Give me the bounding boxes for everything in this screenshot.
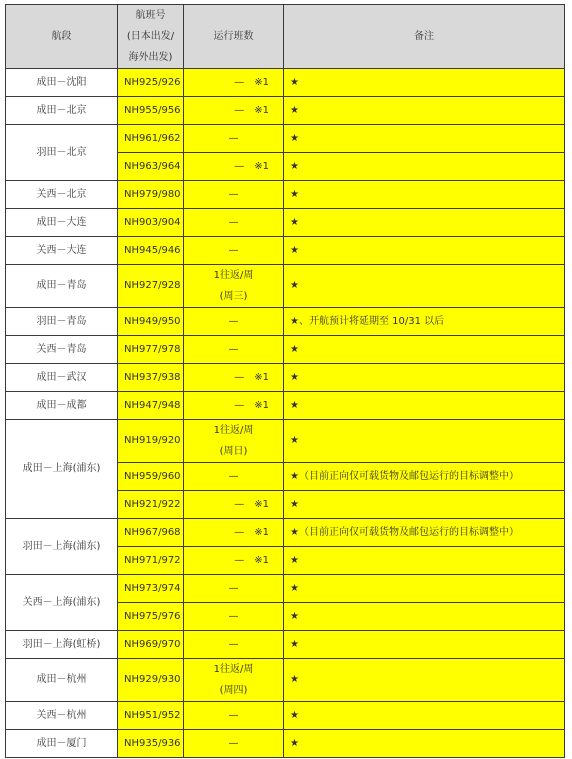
table-row [6,659,565,702]
frequency-line: (周四) [219,685,248,696]
frequency-cell: — ※1 [184,392,284,420]
flight-number-cell: NH951/952 [118,702,184,730]
note-cell: ★ [284,702,565,730]
flight-schedule-table [5,4,565,758]
frequency-cell: — [184,730,284,758]
header-flight-line-3: 海外出发) [128,52,173,63]
frequency-cell: — ※1 [184,69,284,97]
note-cell: ★ [284,420,565,463]
frequency-cell: — [184,237,284,265]
flight-number-cell: NH937/938 [118,364,184,392]
frequency-cell [184,265,284,308]
note-cell: ★ [284,575,565,603]
header-notes: 备注 [284,5,565,69]
frequency-line: 1往返/周 [213,270,254,281]
table-row [6,392,565,420]
route-cell: 成田－厦门 [6,730,118,758]
flight-number-cell: NH949/950 [118,308,184,336]
note-cell: ★ [284,336,565,364]
flight-number-cell: NH955/956 [118,97,184,125]
flight-number-cell: NH979/980 [118,181,184,209]
flight-number-cell: NH963/964 [118,153,184,181]
frequency-cell: — [184,209,284,237]
route-cell: 关西－杭州 [6,702,118,730]
frequency-cell: — [184,702,284,730]
header-flight-line-1: 航班号 [135,10,166,21]
route-cell: 成田－沈阳 [6,69,118,97]
frequency-cell: — [184,336,284,364]
frequency-cell [184,659,284,702]
note-cell: ★、开航预计将延期至 10/31 以后 [284,308,565,336]
frequency-line: 1往返/周 [213,664,254,675]
table-row [6,336,565,364]
route-cell: 羽田－青岛 [6,308,118,336]
route-cell: 羽田－北京 [6,125,118,181]
header-route: 航段 [6,5,118,69]
schedule-table-container [5,4,565,758]
route-cell: 成田－北京 [6,97,118,125]
flight-number-cell: NH971/972 [118,547,184,575]
note-cell: ★ [284,153,565,181]
frequency-cell: — [184,308,284,336]
frequency-cell: — [184,603,284,631]
note-cell: ★ [284,265,565,308]
route-cell: 羽田－上海(浦东) [6,519,118,575]
note-cell: ★ [284,603,565,631]
table-row [6,575,565,603]
header-frequency: 运行班数 [184,5,284,69]
note-cell: ★（目前正向仅可载货物及邮包运行的目标调整中） [284,519,565,547]
frequency-cell: — ※1 [184,97,284,125]
flight-number-cell: NH975/976 [118,603,184,631]
flight-number-cell: NH977/978 [118,336,184,364]
note-cell: ★ [284,392,565,420]
frequency-cell: — [184,575,284,603]
flight-number-cell: NH973/974 [118,575,184,603]
header-flight [118,5,184,69]
route-cell: 成田－大连 [6,209,118,237]
table-row [6,265,565,308]
flight-number-cell: NH959/960 [118,463,184,491]
table-row [6,420,565,463]
note-cell: ★ [284,491,565,519]
table-row [6,97,565,125]
table-row [6,308,565,336]
schedule-body [6,69,565,758]
route-cell: 关西－大连 [6,237,118,265]
note-cell: ★ [284,209,565,237]
note-cell: ★ [284,237,565,265]
frequency-cell: — ※1 [184,491,284,519]
table-row [6,702,565,730]
frequency-line: 1往返/周 [213,425,254,436]
table-row [6,69,565,97]
flight-number-cell: NH921/922 [118,491,184,519]
note-cell: ★ [284,631,565,659]
flight-number-cell: NH947/948 [118,392,184,420]
table-row [6,631,565,659]
route-cell: 成田－武汉 [6,364,118,392]
note-cell: ★ [284,730,565,758]
route-cell: 关西－青岛 [6,336,118,364]
flight-number-cell: NH945/946 [118,237,184,265]
header-flight-line-2: (日本出发/ [126,31,175,42]
frequency-cell: — ※1 [184,547,284,575]
frequency-cell [184,420,284,463]
note-cell: ★ [284,659,565,702]
table-row [6,519,565,547]
table-row [6,237,565,265]
table-row [6,181,565,209]
route-cell: 成田－杭州 [6,659,118,702]
flight-number-cell: NH969/970 [118,631,184,659]
flight-number-cell: NH929/930 [118,659,184,702]
flight-number-cell: NH935/936 [118,730,184,758]
table-row [6,125,565,153]
table-row [6,364,565,392]
note-cell: ★ [284,125,565,153]
route-cell: 关西－北京 [6,181,118,209]
note-cell: ★（目前正向仅可载货物及邮包运行的目标调整中） [284,463,565,491]
flight-number-cell: NH919/920 [118,420,184,463]
frequency-cell: — [184,463,284,491]
route-cell: 成田－青岛 [6,265,118,308]
route-cell: 羽田－上海(虹桥) [6,631,118,659]
flight-number-cell: NH927/928 [118,265,184,308]
note-cell: ★ [284,181,565,209]
flight-number-cell: NH925/926 [118,69,184,97]
table-row [6,209,565,237]
frequency-cell: — [184,181,284,209]
frequency-line: (周日) [219,446,248,457]
frequency-cell: — ※1 [184,364,284,392]
frequency-cell: — [184,631,284,659]
note-cell: ★ [284,97,565,125]
route-cell: 关西－上海(浦东) [6,575,118,631]
header-row [6,5,565,69]
flight-number-cell: NH961/962 [118,125,184,153]
frequency-cell: — ※1 [184,519,284,547]
note-cell: ★ [284,547,565,575]
route-cell: 成田－上海(浦东) [6,420,118,519]
route-cell: 成田－成都 [6,392,118,420]
note-cell: ★ [284,364,565,392]
table-row [6,730,565,758]
note-cell: ★ [284,69,565,97]
frequency-cell: — ※1 [184,153,284,181]
frequency-line: (周三) [219,291,248,302]
flight-number-cell: NH903/904 [118,209,184,237]
frequency-cell: — [184,125,284,153]
flight-number-cell: NH967/968 [118,519,184,547]
